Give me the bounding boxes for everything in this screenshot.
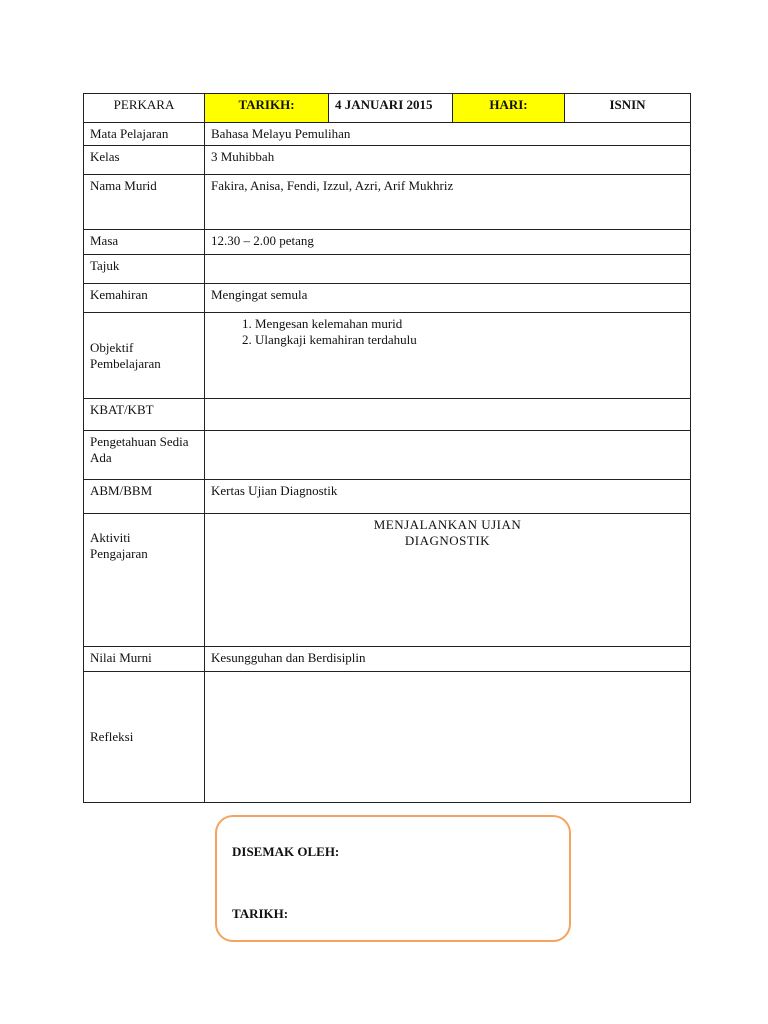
aktiviti-heading-line2: DIAGNOSTIK [404, 533, 491, 548]
kemahiran-value: Mengingat semula [205, 284, 691, 313]
row-abm [84, 480, 691, 514]
review-box [215, 815, 571, 942]
nama-murid-value: Fakira, Anisa, Fendi, Izzul, Azri, Arif Mukhriz [205, 175, 691, 230]
row-kemahiran [84, 284, 691, 313]
objektif-item: 2. Ulangkaji kemahiran terdahulu [255, 332, 684, 348]
row-aktiviti [84, 514, 691, 647]
row-objektif [84, 313, 691, 399]
refleksi-label: Refleksi [84, 672, 205, 803]
tarikh-label: TARIKH: [205, 94, 329, 123]
row-kbat [84, 399, 691, 431]
row-refleksi [84, 672, 691, 803]
aktiviti-label [84, 514, 205, 647]
kemahiran-label: Kemahiran [84, 284, 205, 313]
row-pengetahuan [84, 431, 691, 480]
kelas-value: 3 Muhibbah [205, 146, 691, 175]
mata-pelajaran-label: Mata Pelajaran [84, 123, 205, 146]
objektif-label [84, 313, 205, 399]
hari-value: ISNIN [565, 94, 691, 123]
masa-label: Masa [84, 230, 205, 255]
objektif-value [205, 313, 691, 399]
kelas-label: Kelas [84, 146, 205, 175]
pengetahuan-value [205, 431, 691, 480]
row-tajuk [84, 255, 691, 284]
hari-label: HARI: [453, 94, 565, 123]
row-mata-pelajaran [84, 123, 691, 146]
tarikh-value: 4 JANUARI 2015 [329, 94, 453, 123]
masa-value: 12.30 – 2.00 petang [205, 230, 691, 255]
aktiviti-heading-line1: MENJALANKAN UJIAN [373, 517, 522, 532]
kbat-label: KBAT/KBT [84, 399, 205, 431]
tajuk-label: Tajuk [84, 255, 205, 284]
lesson-plan-table [83, 93, 691, 803]
nama-murid-label: Nama Murid [84, 175, 205, 230]
row-nilai [84, 647, 691, 672]
perkara-header: PERKARA [84, 94, 205, 123]
header-row [84, 94, 691, 123]
row-nama-murid [84, 175, 691, 230]
row-kelas [84, 146, 691, 175]
abm-label: ABM/BBM [84, 480, 205, 514]
aktiviti-label-line2: Pengajaran [90, 546, 148, 561]
aktiviti-value [205, 514, 691, 647]
objektif-label-line2: Pembelajaran [90, 355, 161, 371]
kbat-value [205, 399, 691, 431]
row-masa [84, 230, 691, 255]
pengetahuan-label: Pengetahuan Sedia Ada [84, 431, 205, 480]
abm-value: Kertas Ujian Diagnostik [205, 480, 691, 514]
mata-pelajaran-value: Bahasa Melayu Pemulihan [205, 123, 691, 146]
nilai-label: Nilai Murni [84, 647, 205, 672]
nilai-value: Kesungguhan dan Berdisiplin [205, 647, 691, 672]
disemak-oleh-label: DISEMAK OLEH: [232, 844, 340, 859]
tarikh-review-label: TARIKH: [232, 906, 289, 921]
objektif-item: 1. Mengesan kelemahan murid [255, 316, 684, 332]
objektif-list [211, 316, 684, 348]
tajuk-value [205, 255, 691, 284]
aktiviti-label-line1: Aktiviti [90, 530, 131, 545]
objektif-label-line1: Objektif [90, 339, 134, 355]
refleksi-value [205, 672, 691, 803]
